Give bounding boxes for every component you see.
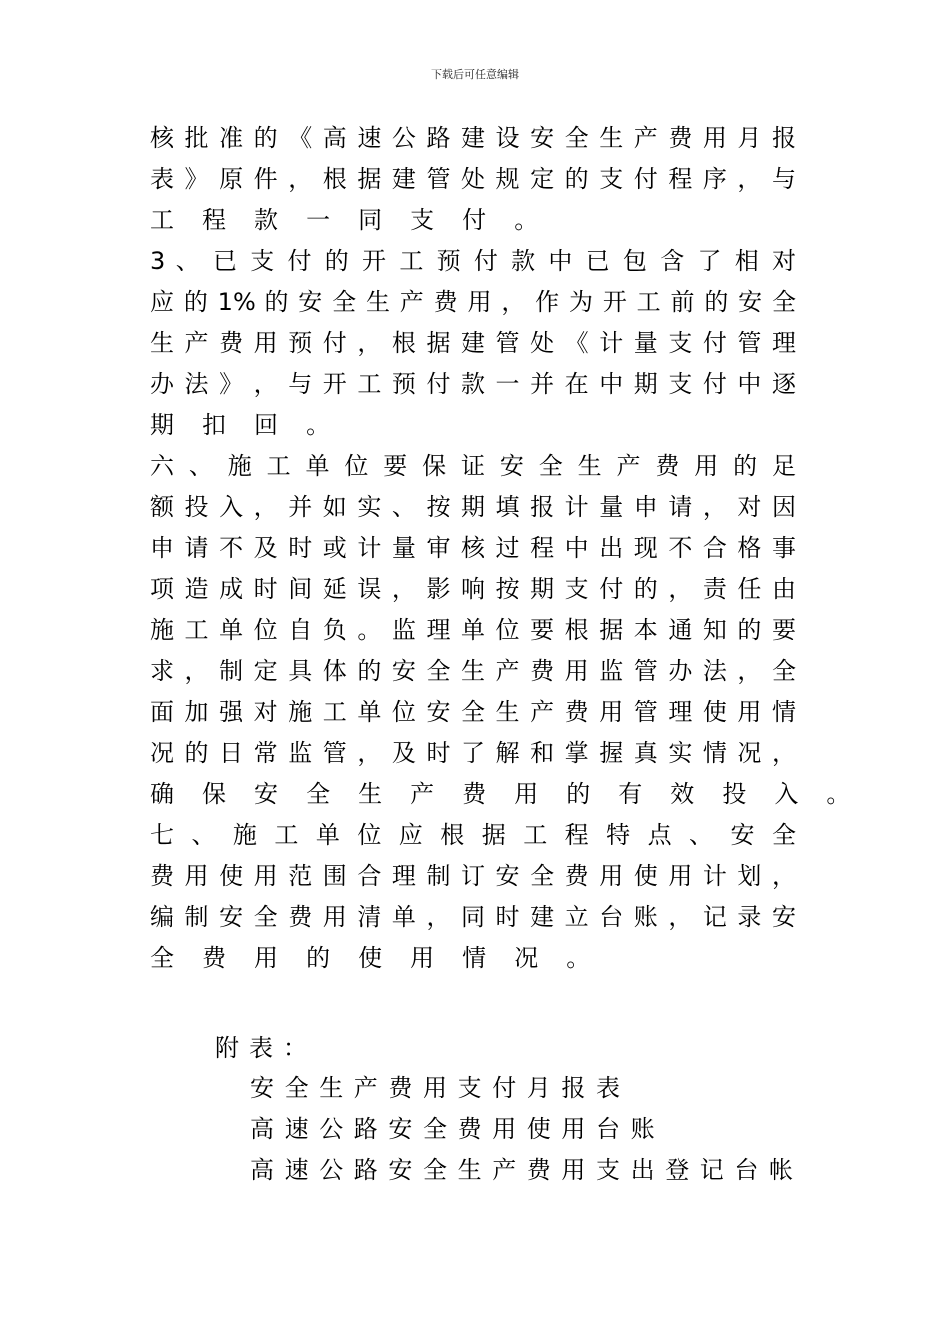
body-text-line: 项 造 成 时 间 延 误 ， 影 响 按 期 支 付 的 ， 责 任 由 (150, 575, 796, 603)
appendix-item: 高速公路安全生产费用支出登记台帐 (250, 1156, 804, 1184)
appendix-item: 高速公路安全费用使用台账 (250, 1115, 666, 1143)
body-text-line: 七 、 施 工 单 位 应 根 据 工 程 特 点 、 安 全 (150, 821, 796, 849)
body-text-line: 全 费 用 的 使 用 情 况 。 (150, 944, 601, 972)
body-text-line: 表 》 原 件 ， 根 据 建 管 处 规 定 的 支 付 程 序 ， 与 (150, 165, 796, 193)
body-text-line: 费 用 使 用 范 围 合 理 制 订 安 全 费 用 使 用 计 划 ， (150, 862, 796, 890)
body-text-line: 施 工 单 位 自 负 。 监 理 单 位 要 根 据 本 通 知 的 要 (150, 616, 796, 644)
body-text-line: 面 加 强 对 施 工 单 位 安 全 生 产 费 用 管 理 使 用 情 (150, 698, 796, 726)
appendix-title: 附表： (215, 1034, 317, 1062)
body-text-line: 核 批 准 的 《 高 速 公 路 建 设 安 全 生 产 费 用 月 报 (150, 124, 796, 152)
body-text-line: 应 的 1% 的 安 全 生 产 费 用 ， 作 为 开 工 前 的 安 全 (150, 288, 796, 316)
body-text-line: 3 、 已 支 付 的 开 工 预 付 款 中 已 包 含 了 相 对 (150, 247, 796, 275)
appendix-item: 安全生产费用支付月报表 (250, 1074, 631, 1102)
body-text-line: 申 请 不 及 时 或 计 量 审 核 过 程 中 出 现 不 合 格 事 (150, 534, 796, 562)
body-text-line: 编 制 安 全 费 用 清 单 ， 同 时 建 立 台 账 ， 记 录 安 (150, 903, 796, 931)
body-text-line: 生 产 费 用 预 付 ， 根 据 建 管 处 《 计 量 支 付 管 理 (150, 329, 796, 357)
body-text-line: 期 扣 回 。 (150, 411, 341, 439)
body-text-line: 办 法 》 ， 与 开 工 预 付 款 一 并 在 中 期 支 付 中 逐 (150, 370, 796, 398)
body-text-line: 六 、 施 工 单 位 要 保 证 安 全 生 产 费 用 的 足 (150, 452, 796, 480)
body-text-line: 工 程 款 一 同 支 付 。 (150, 206, 549, 234)
page-header: 下载后可任意编辑 (431, 68, 519, 81)
body-text-line: 况 的 日 常 监 管 ， 及 时 了 解 和 掌 握 真 实 情 况 ， (150, 739, 796, 767)
body-text-line: 额 投 入 ， 并 如 实 、 按 期 填 报 计 量 申 请 ， 对 因 (150, 493, 796, 521)
body-text-line: 确 保 安 全 生 产 费 用 的 有 效 投 入 。 (150, 780, 861, 808)
body-text-line: 求 ， 制 定 具 体 的 安 全 生 产 费 用 监 管 办 法 ， 全 (150, 657, 796, 685)
